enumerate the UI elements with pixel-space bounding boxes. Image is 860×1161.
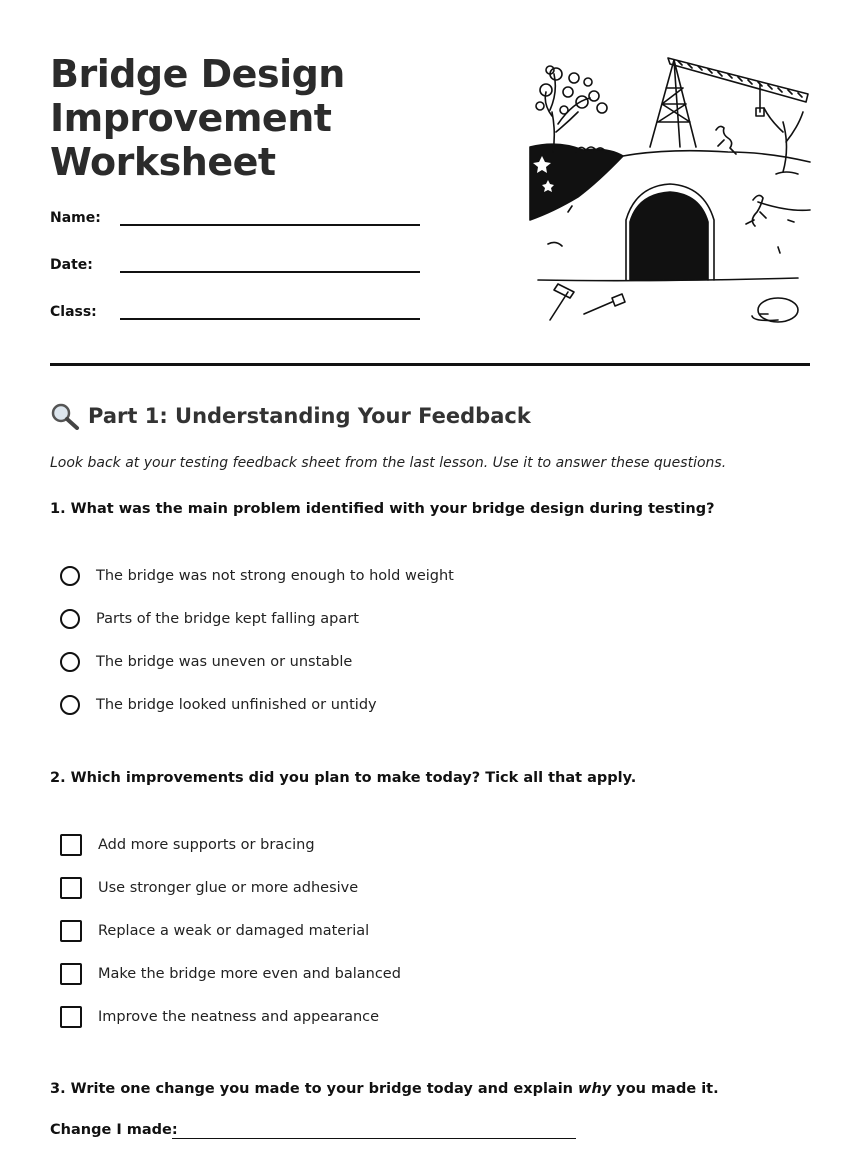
radio-button[interactable] [60,609,80,629]
change-made-input-line[interactable] [172,1138,576,1139]
date-label: Date: [50,257,93,273]
magnifying-glass-icon [50,402,80,430]
change-made-label: Change I made: [50,1122,178,1138]
q2-option-3-label: Replace a weak or damaged material [98,923,370,939]
title-line-1: Bridge Design [50,52,345,96]
q2-option-4[interactable] [60,963,401,985]
class-input-line[interactable] [120,318,420,320]
q2-option-3[interactable] [60,920,369,942]
q2-option-1[interactable] [60,834,315,856]
q1-option-3[interactable] [60,652,352,672]
header-divider [50,363,810,366]
checkbox[interactable] [60,834,82,856]
question-1: 1. What was the main problem identified with your bridge design during testing? [50,501,715,517]
q1-option-4[interactable] [60,695,377,715]
name-field [50,210,101,226]
checkbox[interactable] [60,1006,82,1028]
change-made-field [50,1122,178,1138]
bridge-landscape-illustration [528,52,812,332]
q1-option-1[interactable] [60,566,454,586]
checkbox[interactable] [60,963,82,985]
name-label: Name: [50,210,101,226]
q2-option-4-label: Make the bridge more even and balanced [98,966,401,982]
question-3-emphasis: why [578,1081,612,1097]
part1-heading-text: Part 1: Understanding Your Feedback [88,404,531,428]
question-3-text-after: you made it. [611,1081,719,1097]
part1-heading [50,402,531,430]
class-label: Class: [50,304,97,320]
checkbox[interactable] [60,920,82,942]
date-input-line[interactable] [120,271,420,273]
q2-option-2-label: Use stronger glue or more adhesive [98,880,359,896]
q2-option-1-label: Add more supports or bracing [98,837,315,853]
q1-option-2[interactable] [60,609,359,629]
q2-option-5[interactable] [60,1006,379,1028]
radio-button[interactable] [60,566,80,586]
radio-button[interactable] [60,652,80,672]
part1-intro: Look back at your testing feedback sheet from the last lesson. Use it to answer these questions. [50,455,727,471]
q2-option-2[interactable] [60,877,358,899]
question-2: 2. Which improvements did you plan to make today? Tick all that apply. [50,770,637,786]
q1-option-4-label: The bridge looked unfinished or untidy [96,697,377,713]
q2-option-5-label: Improve the neatness and appearance [98,1009,380,1025]
radio-button[interactable] [60,695,80,715]
name-input-line[interactable] [120,224,420,226]
title-line-2: Improvement [50,96,332,140]
question-3 [50,1081,719,1097]
checkbox[interactable] [60,877,82,899]
question-3-text-before: 3. Write one change you made to your bridge today and explain [50,1081,579,1097]
title-line-3: Worksheet [50,140,276,184]
q1-option-3-label: The bridge was uneven or unstable [96,654,353,670]
class-field [50,304,97,320]
date-field [50,257,93,273]
worksheet-title [50,52,345,184]
q1-option-2-label: Parts of the bridge kept falling apart [96,611,359,627]
q1-option-1-label: The bridge was not strong enough to hold weight [96,568,454,584]
